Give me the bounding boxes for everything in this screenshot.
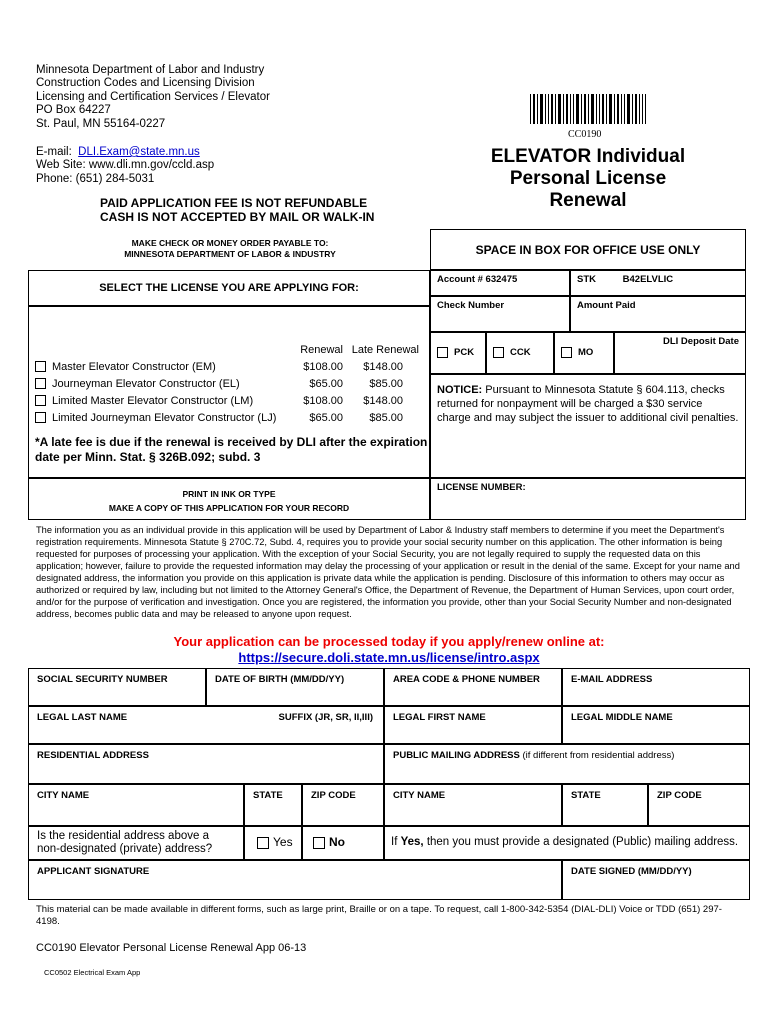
- nsf-notice: [430, 374, 746, 478]
- dob-field[interactable]: DATE OF BIRTH (MM/DD/YY): [206, 668, 384, 706]
- website: Web Site: www.dli.mn.gov/ccld.asp: [36, 159, 215, 172]
- if-yes-pre: If: [391, 836, 401, 848]
- mo-checkbox: [561, 347, 572, 358]
- online-text: Your application can be processed today if you apply/renew online at:: [173, 634, 605, 649]
- yes-checkbox[interactable]: [257, 837, 269, 849]
- stk-cell: [570, 270, 746, 296]
- mo-label: MO: [578, 347, 594, 359]
- alternate-format-note: This material can be made available in different forms, such as large print, Braille or on a tape. To request, call 1-800-342-5354 (DIAL-DLI) Voice or TDD (651) 297-4198.: [36, 904, 722, 927]
- license-option-row[interactable]: [35, 409, 419, 426]
- license-name: Limited Master Elevator Constructor (LM): [52, 394, 254, 407]
- form-title: [470, 146, 706, 212]
- fee-notice: [100, 196, 374, 224]
- first-name-field[interactable]: LEGAL FIRST NAME: [384, 706, 562, 744]
- yes-option[interactable]: [244, 826, 302, 860]
- late-fee-note: *A late fee is due if the renewal is received by DLI after the expiration date per Minn. Stat. § 326B.092; subd. 3: [35, 435, 428, 464]
- agency-line: PO Box 64227: [36, 104, 111, 117]
- print-instructions: [28, 478, 430, 520]
- yes-label: Yes: [273, 835, 293, 849]
- agency-address: [36, 64, 270, 131]
- fee-notice-line: PAID APPLICATION FEE IS NOT REFUNDABLE: [100, 196, 368, 210]
- barcode-text: CC0190: [568, 129, 602, 140]
- agency-contact: [36, 146, 214, 186]
- zip-field[interactable]: ZIP CODE: [302, 784, 384, 826]
- cck-option: [486, 332, 554, 374]
- license-name: Master Elevator Constructor (EM): [52, 360, 216, 373]
- license-checkbox[interactable]: [35, 378, 46, 389]
- amount-paid-field: Amount Paid: [570, 296, 746, 332]
- deposit-date-field: DLI Deposit Date: [614, 332, 746, 374]
- notice-label: NOTICE:: [437, 384, 483, 396]
- late-fee: $148.00: [363, 394, 403, 407]
- mailing-address-note: (if different from residential address): [519, 750, 675, 761]
- stk-label: STK: [577, 274, 596, 285]
- signature-field[interactable]: APPLICANT SIGNATURE: [28, 860, 562, 900]
- ssn-field[interactable]: SOCIAL SECURITY NUMBER: [28, 668, 206, 706]
- date-signed-field[interactable]: DATE SIGNED (MM/DD/YY): [562, 860, 750, 900]
- if-yes-bold: Yes,: [400, 836, 424, 848]
- license-checkbox[interactable]: [35, 361, 46, 372]
- online-notice: [28, 634, 750, 666]
- license-option-row[interactable]: [35, 392, 419, 409]
- stk-code: B42ELVLIC: [622, 274, 674, 285]
- check-number-field: Check Number: [430, 296, 570, 332]
- pck-option: [430, 332, 486, 374]
- payable-to: [110, 238, 350, 260]
- payable-line: MINNESOTA DEPARTMENT OF LABOR & INDUSTRY: [124, 249, 336, 259]
- state-field[interactable]: STATE: [244, 784, 302, 826]
- agency-line: Licensing and Certification Services / Elevator: [36, 90, 270, 103]
- license-name: Journeyman Elevator Constructor (EL): [52, 377, 240, 390]
- pck-label: PCK: [454, 347, 475, 359]
- phone: Phone: (651) 284-5031: [36, 172, 155, 185]
- license-select-header: SELECT THE LICENSE YOU ARE APPLYING FOR:: [28, 270, 430, 306]
- account-number: Account # 632475: [430, 270, 570, 296]
- mo-option: [554, 332, 614, 374]
- email-link[interactable]: DLI.Exam@state.mn.us: [78, 146, 200, 158]
- title-line: ELEVATOR Individual: [490, 146, 686, 167]
- license-checkbox[interactable]: [35, 412, 46, 423]
- payable-line: MAKE CHECK OR MONEY ORDER PAYABLE TO:: [131, 238, 329, 248]
- license-number-field: LICENSE NUMBER:: [430, 478, 746, 520]
- no-option[interactable]: [302, 826, 384, 860]
- notice-text: Pursuant to Minnesota Statute § 604.113, checks returned for nonpayment will be charged a $30 service charge and may subject the issuer to additional civil penalties.: [437, 384, 739, 424]
- license-option-row[interactable]: [35, 358, 419, 375]
- print-line: PRINT IN INK OR TYPE: [182, 489, 276, 499]
- mailing-address-field[interactable]: [384, 744, 750, 784]
- mailing-address-label: PUBLIC MAILING ADDRESS: [393, 750, 520, 761]
- license-option-row[interactable]: [35, 375, 419, 392]
- online-link[interactable]: https://secure.doli.state.mn.us/license/intro.aspx: [238, 650, 540, 665]
- renewal-fee: $108.00: [303, 360, 343, 373]
- form-number: CC0190 Elevator Personal License Renewal App 06-13: [36, 942, 307, 954]
- mailing-city-field[interactable]: CITY NAME: [384, 784, 562, 826]
- license-name: Limited Journeyman Elevator Constructor (LJ): [52, 411, 277, 424]
- suffix-label: SUFFIX (JR, SR, II,III): [278, 712, 373, 723]
- cck-checkbox: [493, 347, 504, 358]
- agency-line: Construction Codes and Licensing Division: [36, 77, 255, 90]
- license-options: [28, 306, 430, 478]
- if-yes-post: then you must provide a designated (Public) mailing address.: [423, 836, 739, 848]
- phone-field[interactable]: AREA CODE & PHONE NUMBER: [384, 668, 562, 706]
- last-name-field[interactable]: [28, 706, 384, 744]
- fee-notice-line: CASH IS NOT ACCEPTED BY MAIL OR WALK-IN: [100, 210, 375, 224]
- late-fee: $85.00: [369, 411, 403, 424]
- agency-line: Minnesota Department of Labor and Industry: [36, 64, 265, 76]
- license-checkbox[interactable]: [35, 395, 46, 406]
- agency-line: St. Paul, MN 55164-0227: [36, 117, 166, 130]
- late-fee: $148.00: [363, 360, 403, 373]
- email-label: E-mail:: [36, 146, 72, 158]
- middle-name-field[interactable]: LEGAL MIDDLE NAME: [562, 706, 750, 744]
- renewal-fee: $108.00: [303, 394, 343, 407]
- renewal-fee: $65.00: [309, 377, 343, 390]
- renewal-column-header: Renewal: [300, 343, 343, 356]
- privacy-notice: The information you as an individual provide in this application will be used by Department of Labor & Industry staff members to determine if you meet the Department's registration requirements. Minnesota Statute § 270C.72, Subd. 4, requires you to provide your social security number on this application. The other information is being requested for purposes of processing your application. With the exception of your Social Security, you are not legally required to supply the requested data on this application; however, failure to provide the requested information may delay the processing of your application or result in the denial of the same. Except for your name and designated address, the information you provide on this application is private data while the application is pending. Disclosure of this information to others may occur as authorized or required by law, including but not limited to the Attorney General's Office, the Department of Revenue, the Department of Human Services, upon court order, and/or for the purpose of verification and investigation. Once you are registered, the information you provide, other than your Social Security Number and non-designated address, becomes public data and may be released to anyone upon request.: [36, 525, 740, 619]
- last-name-label: LEGAL LAST NAME: [37, 712, 128, 723]
- late-fee: $85.00: [369, 377, 403, 390]
- residential-address-field[interactable]: RESIDENTIAL ADDRESS: [28, 744, 384, 784]
- pck-checkbox: [437, 347, 448, 358]
- no-label: No: [329, 835, 345, 849]
- private-address-question: Is the residential address above a non-designated (private) address?: [28, 826, 244, 860]
- form-number-secondary: CC0502 Electrical Exam App: [44, 968, 141, 977]
- cck-label: CCK: [510, 347, 531, 359]
- mailing-zip-field[interactable]: ZIP CODE: [648, 784, 750, 826]
- if-yes-note: [384, 826, 750, 860]
- renewal-fee: $65.00: [309, 411, 343, 424]
- no-checkbox[interactable]: [313, 837, 325, 849]
- barcode-image: [530, 94, 646, 124]
- mailing-state-field[interactable]: STATE: [562, 784, 648, 826]
- email-field[interactable]: E-MAIL ADDRESS: [562, 668, 750, 706]
- title-line: Personal License Renewal: [509, 168, 667, 211]
- print-line: MAKE A COPY OF THIS APPLICATION FOR YOUR RECORD: [108, 503, 350, 513]
- city-field[interactable]: CITY NAME: [28, 784, 244, 826]
- office-use-header: SPACE IN BOX FOR OFFICE USE ONLY: [430, 229, 746, 270]
- late-column-header: Late Renewal: [351, 343, 419, 356]
